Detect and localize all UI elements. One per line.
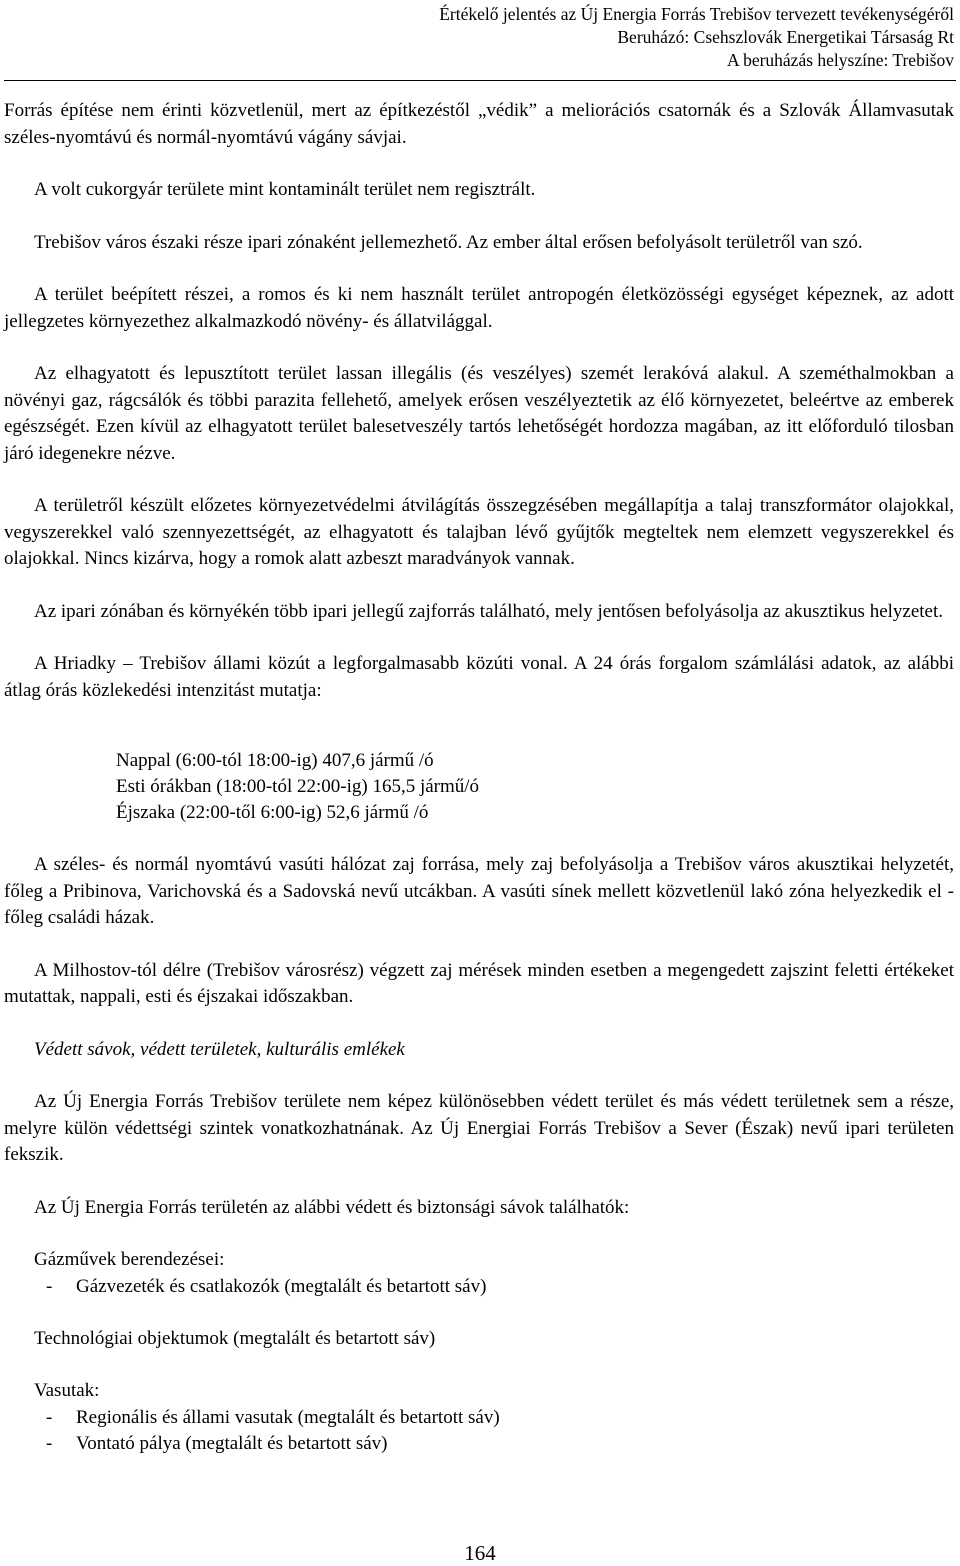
- paragraph: Az Új Energia Forrás területén az alábbi védett és biztonsági sávok találhatók:: [34, 1196, 630, 1218]
- paragraph: Az Új Energia Forrás Trebišov területe nem képez különösebben védett terület és más védett területnek sem a része, melyre külön védettségi szintek vonatkozhatnának. Az Új Energiai Forrás Trebišov a Sever (Észak) nevű ipari területen fekszik.: [4, 1091, 954, 1165]
- list-dash: -: [46, 1406, 53, 1428]
- header-divider: [4, 80, 956, 81]
- list-dash: -: [46, 1432, 53, 1454]
- paragraph: Trebišov város északi része ipari zónaként jellemezhető. Az ember által erősen befolyásolt területről van szó.: [34, 231, 863, 253]
- gas-section-title: Gázművek berendezései:: [34, 1249, 225, 1270]
- tech-section: Technológiai objektumok (megtalált és betartott sáv): [34, 1327, 436, 1349]
- header-investor: Beruházó: Csehszlovák Energetikai Társaság Rt: [617, 27, 954, 47]
- paragraph: A terület beépített részei, a romos és ki nem használt terület antropogén életközösségi egységet képeznek, az adott jellegzetes környezethez alkalmazkodó növény- és állatvilággal.: [4, 284, 954, 332]
- list-item-text: Gázvezeték és csatlakozók (megtalált és betartott sáv): [76, 1275, 487, 1297]
- paragraph: A széles- és normál nyomtávú vasúti hálózat zaj forrása, mely zaj befolyásolja a Trebišov város akusztikai helyzetét, főleg a Pribinova, Varichovská és a Sadovská nevű utcákban. A vasúti sínek mellett közvetlenül lakó zóna helyezkedik el - főleg családi házak.: [4, 854, 954, 928]
- section-heading: Védett sávok, védett területek, kulturális emlékek: [34, 1038, 405, 1060]
- page-number: 164: [464, 1541, 496, 1565]
- traffic-day: Nappal (6:00-tól 18:00-ig) 407,6 jármű /ó: [116, 750, 434, 771]
- list-item: [46, 1431, 954, 1457]
- paragraph: A Hriadky – Trebišov állami közút a legforgalmasabb közúti vonal. A 24 órás forgalom számlálási adatok, az alábbi átlag órás közlekedési intenzitást mutatja:: [4, 653, 954, 701]
- paragraph: Az ipari zónában és környékén több ipari jellegű zajforrás található, mely jentősen befolyásolja az akusztikus helyzetet.: [34, 600, 944, 622]
- header-location: A beruházás helyszíne: Trebišov: [727, 50, 954, 70]
- paragraph: A volt cukorgyár területe mint kontaminált terület nem regisztrált.: [34, 179, 536, 200]
- traffic-list: [4, 748, 954, 826]
- list-item: [46, 1274, 954, 1300]
- header-report-title: Értékelő jelentés az Új Energia Forrás Trebišov tervezett tevékenységéről: [439, 4, 954, 24]
- rail-list: [4, 1405, 954, 1457]
- traffic-night: Éjszaka (22:00-től 6:00-ig) 52,6 jármű /ó: [116, 802, 429, 823]
- page-body: [4, 98, 954, 1457]
- paragraph: Forrás építése nem érinti közvetlenül, mert az építkezéstől „védik” a meliorációs csatornák és a Szlovák Államvasutak széles-nyomtávú és normál-nyomtávú vágány sávjai.: [4, 100, 954, 148]
- rail-section-title: Vasutak:: [34, 1380, 100, 1401]
- running-header: [439, 3, 954, 72]
- list-item: [46, 1405, 954, 1431]
- gas-list: [4, 1274, 954, 1300]
- paragraph: Az elhagyatott és lepusztított terület lassan illegális (és veszélyes) szemét lerakóvá alakul. A szeméthalmokban a növényi gaz, rágcsálók és többi parazita fellehető, amelyek erősen veszélyeztetik az élő környezetet, beleértve az emberek egészségét. Ezen kívül az elhagyatott terület balesetveszély tartós lehetőségét hordozza magában, az itt előforduló tilosban járó idegenekre nézve.: [4, 363, 954, 464]
- paragraph: A Milhostov-tól délre (Trebišov városrész) végzett zaj mérések minden esetben a megengedett zajszint feletti értékeket mutattak, nappali, esti és éjszakai időszakban.: [4, 959, 954, 1007]
- traffic-evening: Esti órákban (18:00-tól 22:00-ig) 165,5 jármű/ó: [116, 776, 480, 797]
- paragraph: A területről készült előzetes környezetvédelmi átvilágítás összegzésében megállapítja a talaj transzformátor olajokkal, vegyszerekkel való szennyezettségét, az elhagyatott és talajban lévő gyűjtők megteltek nem elemzett vegyszerekkel és olajokkal. Nincs kizárva, hogy a romok alatt azbeszt maradványok vannak.: [4, 495, 954, 569]
- list-item-text: Regionális és állami vasutak (megtalált és betartott sáv): [76, 1406, 500, 1428]
- list-item-text: Vontató pálya (megtalált és betartott sáv): [76, 1432, 388, 1454]
- list-dash: -: [46, 1275, 53, 1297]
